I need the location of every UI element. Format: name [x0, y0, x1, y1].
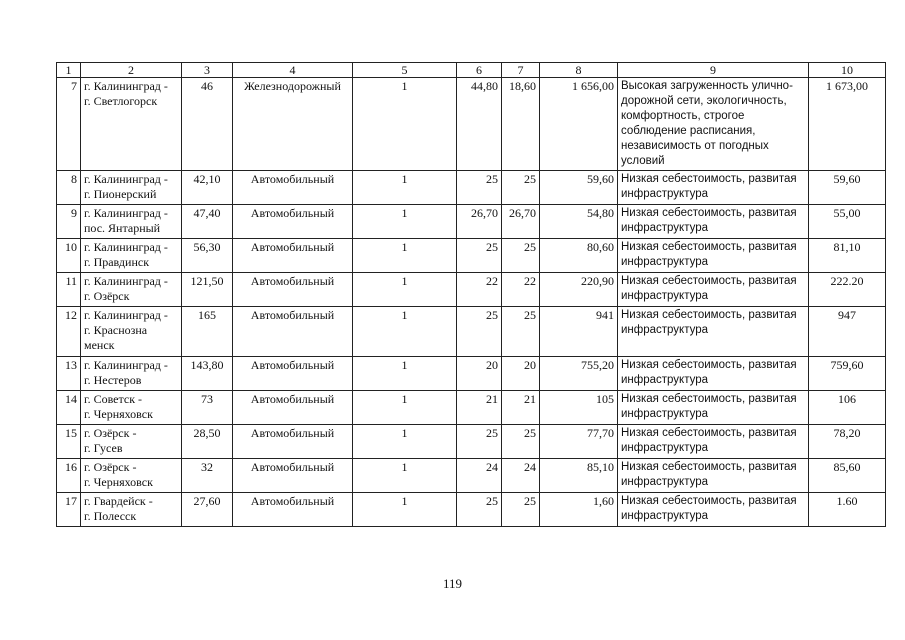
col8-cell: 105	[540, 391, 618, 425]
col10-cell: 1.60	[809, 493, 886, 527]
route-cell: г. Калининград - г. Нестеров	[81, 357, 182, 391]
col7-cell: 25	[502, 307, 540, 357]
col6-cell: 25	[457, 307, 502, 357]
col7-cell: 25	[502, 425, 540, 459]
col5-cell: 1	[353, 307, 457, 357]
advantages-cell: Низкая себестоимость, развитая инфраструктура	[618, 459, 809, 493]
transport-type-cell: Автомобильный	[233, 239, 353, 273]
col5-cell: 1	[353, 493, 457, 527]
col8-cell: 80,60	[540, 239, 618, 273]
col10-cell: 222.20	[809, 273, 886, 307]
col10-cell: 106	[809, 391, 886, 425]
col8-cell: 1,60	[540, 493, 618, 527]
col8-cell: 1 656,00	[540, 78, 618, 171]
column-number: 1	[57, 63, 81, 78]
row-index: 14	[57, 391, 81, 425]
row-index: 12	[57, 307, 81, 357]
transport-type-cell: Автомобильный	[233, 357, 353, 391]
col10-cell: 55,00	[809, 205, 886, 239]
col5-cell: 1	[353, 171, 457, 205]
distance-cell: 165	[182, 307, 233, 357]
row-index: 8	[57, 171, 81, 205]
col6-cell: 26,70	[457, 205, 502, 239]
transport-type-cell: Железнодорожный	[233, 78, 353, 171]
distance-cell: 42,10	[182, 171, 233, 205]
distance-cell: 73	[182, 391, 233, 425]
col6-cell: 25	[457, 239, 502, 273]
transport-type-cell: Автомобильный	[233, 493, 353, 527]
row-index: 17	[57, 493, 81, 527]
distance-cell: 28,50	[182, 425, 233, 459]
col6-cell: 21	[457, 391, 502, 425]
advantages-cell: Низкая себестоимость, развитая инфраструктура	[618, 239, 809, 273]
advantages-cell: Низкая себестоимость, развитая инфраструктура	[618, 391, 809, 425]
col6-cell: 20	[457, 357, 502, 391]
transport-type-cell: Автомобильный	[233, 425, 353, 459]
table-row	[57, 459, 886, 493]
transport-type-cell: Автомобильный	[233, 273, 353, 307]
col8-cell: 59,60	[540, 171, 618, 205]
col8-cell: 85,10	[540, 459, 618, 493]
route-cell: г. Калининград - пос. Янтарный	[81, 205, 182, 239]
column-number: 8	[540, 63, 618, 78]
col6-cell: 22	[457, 273, 502, 307]
row-index: 11	[57, 273, 81, 307]
column-number: 7	[502, 63, 540, 78]
transport-type-cell: Автомобильный	[233, 459, 353, 493]
col7-cell: 24	[502, 459, 540, 493]
col7-cell: 22	[502, 273, 540, 307]
route-cell: г. Озёрск - г. Гусев	[81, 425, 182, 459]
transport-routes-table	[56, 62, 886, 527]
table-row	[57, 273, 886, 307]
col8-cell: 220,90	[540, 273, 618, 307]
table-row	[57, 239, 886, 273]
transport-type-cell: Автомобильный	[233, 171, 353, 205]
table-row	[57, 307, 886, 357]
col8-cell: 54,80	[540, 205, 618, 239]
column-number: 2	[81, 63, 182, 78]
distance-cell: 121,50	[182, 273, 233, 307]
column-number: 6	[457, 63, 502, 78]
table-header-row	[57, 63, 886, 78]
advantages-cell: Низкая себестоимость, развитая инфраструктура	[618, 273, 809, 307]
route-cell: г. Советск - г. Черняховск	[81, 391, 182, 425]
table-row	[57, 391, 886, 425]
col6-cell: 44,80	[457, 78, 502, 171]
distance-cell: 32	[182, 459, 233, 493]
column-number: 4	[233, 63, 353, 78]
advantages-cell: Низкая себестоимость, развитая инфраструктура	[618, 205, 809, 239]
column-number: 5	[353, 63, 457, 78]
row-index: 13	[57, 357, 81, 391]
column-number: 3	[182, 63, 233, 78]
col5-cell: 1	[353, 459, 457, 493]
route-cell: г. Калининград - г. Озёрск	[81, 273, 182, 307]
distance-cell: 27,60	[182, 493, 233, 527]
col5-cell: 1	[353, 391, 457, 425]
col10-cell: 59,60	[809, 171, 886, 205]
col8-cell: 77,70	[540, 425, 618, 459]
col10-cell: 1 673,00	[809, 78, 886, 171]
table-row	[57, 205, 886, 239]
advantages-cell: Низкая себестоимость, развитая инфраструктура	[618, 357, 809, 391]
col10-cell: 81,10	[809, 239, 886, 273]
table-row	[57, 357, 886, 391]
table-row	[57, 78, 886, 171]
col6-cell: 25	[457, 493, 502, 527]
distance-cell: 56,30	[182, 239, 233, 273]
col5-cell: 1	[353, 425, 457, 459]
route-cell: г. Калининград - г. Правдинск	[81, 239, 182, 273]
advantages-cell: Низкая себестоимость, развитая инфраструктура	[618, 171, 809, 205]
row-index: 7	[57, 78, 81, 171]
row-index: 16	[57, 459, 81, 493]
advantages-cell: Низкая себестоимость, развитая инфраструктура	[618, 493, 809, 527]
col7-cell: 26,70	[502, 205, 540, 239]
route-cell: г. Гвардейск - г. Полесск	[81, 493, 182, 527]
page-number: 119	[442, 576, 463, 591]
col6-cell: 24	[457, 459, 502, 493]
col10-cell: 759,60	[809, 357, 886, 391]
col6-cell: 25	[457, 425, 502, 459]
transport-type-cell: Автомобильный	[233, 205, 353, 239]
distance-cell: 47,40	[182, 205, 233, 239]
col7-cell: 21	[502, 391, 540, 425]
table-row	[57, 493, 886, 527]
col5-cell: 1	[353, 205, 457, 239]
col6-cell: 25	[457, 171, 502, 205]
col8-cell: 941	[540, 307, 618, 357]
col8-cell: 755,20	[540, 357, 618, 391]
col10-cell: 85,60	[809, 459, 886, 493]
advantages-cell: Низкая себестоимость, развитая инфраструктура	[618, 307, 809, 357]
col5-cell: 1	[353, 357, 457, 391]
advantages-cell: Низкая себестоимость, развитая инфраструктура	[618, 425, 809, 459]
col7-cell: 25	[502, 493, 540, 527]
col5-cell: 1	[353, 78, 457, 171]
route-cell: г. Калининград - г. Светлогорск	[81, 78, 182, 171]
route-cell: г. Калининград - г. Краснозна менск	[81, 307, 182, 357]
distance-cell: 46	[182, 78, 233, 171]
route-cell: г. Калининград - г. Пионерский	[81, 171, 182, 205]
col10-cell: 947	[809, 307, 886, 357]
col7-cell: 25	[502, 171, 540, 205]
row-index: 9	[57, 205, 81, 239]
column-number: 10	[809, 63, 886, 78]
column-number: 9	[618, 63, 809, 78]
advantages-cell: Высокая загруженность улично- дорожной сети, экологичность, комфортность, строгое соблюдение расписания, независимость от погодных условий	[618, 78, 809, 171]
transport-type-cell: Автомобильный	[233, 391, 353, 425]
col5-cell: 1	[353, 273, 457, 307]
route-cell: г. Озёрск - г. Черняховск	[81, 459, 182, 493]
col10-cell: 78,20	[809, 425, 886, 459]
col5-cell: 1	[353, 239, 457, 273]
col7-cell: 20	[502, 357, 540, 391]
col7-cell: 18,60	[502, 78, 540, 171]
table-row	[57, 425, 886, 459]
row-index: 10	[57, 239, 81, 273]
col7-cell: 25	[502, 239, 540, 273]
distance-cell: 143,80	[182, 357, 233, 391]
row-index: 15	[57, 425, 81, 459]
transport-type-cell: Автомобильный	[233, 307, 353, 357]
table-row	[57, 171, 886, 205]
